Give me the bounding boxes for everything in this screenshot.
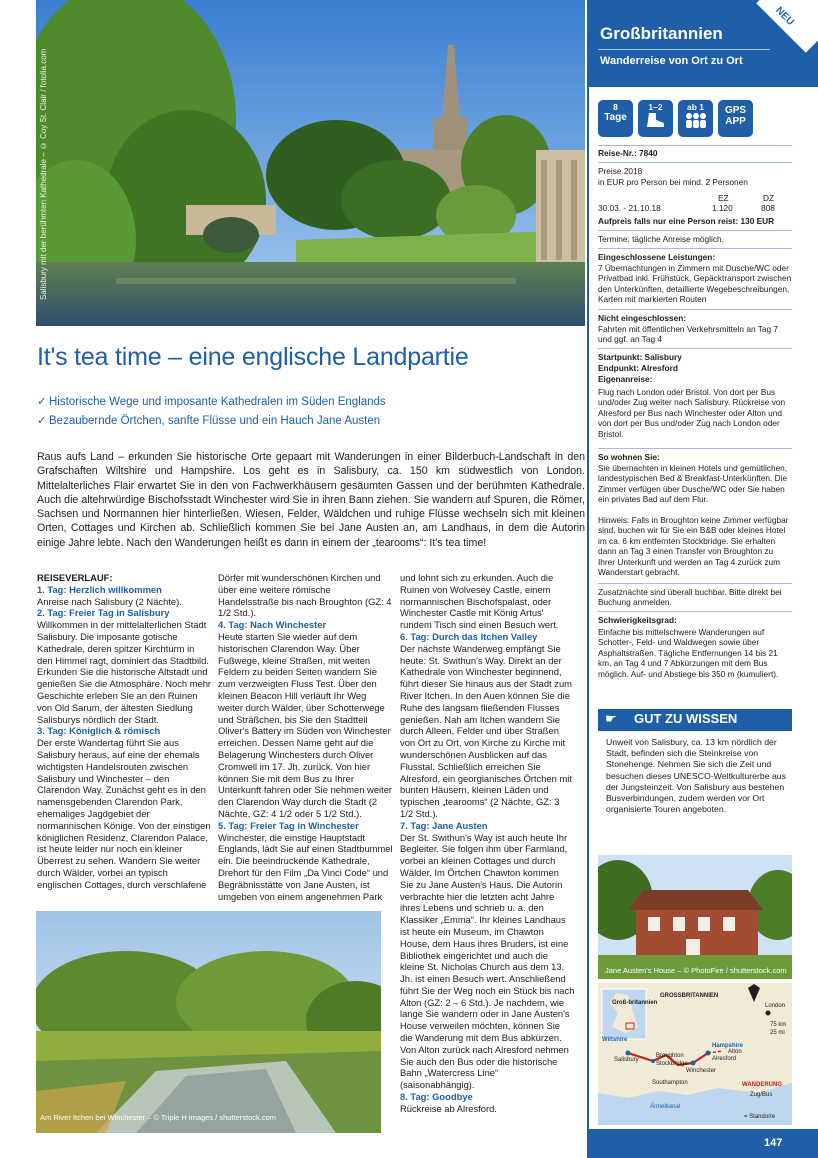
map-label-broughton: Broughton bbox=[656, 1053, 684, 1059]
divider bbox=[598, 162, 792, 163]
itinerary-heading: REISEVERLAUF: bbox=[37, 572, 113, 583]
map-label-salisbury: Salisbury bbox=[614, 1057, 639, 1063]
price-table bbox=[598, 193, 792, 214]
day-heading: 3. Tag: Königlich & römisch bbox=[37, 725, 161, 737]
map-label-stockbridge: Stockbridge bbox=[656, 1061, 688, 1067]
divider bbox=[598, 309, 792, 310]
price-row bbox=[598, 203, 792, 213]
divider bbox=[598, 49, 770, 50]
map-label-winchester: Winchester bbox=[686, 1068, 717, 1074]
page-footer bbox=[589, 1129, 818, 1158]
days-icon: 8 Tage bbox=[598, 100, 633, 137]
excluded-label: Nicht eingeschlossen: bbox=[598, 313, 687, 323]
page-title: It's tea time – eine englische Landpartie bbox=[37, 343, 469, 371]
day-heading: 4. Tag: Nach Winchester bbox=[218, 619, 327, 631]
hero-photo bbox=[36, 0, 585, 326]
highlight-text: Bezaubernde Örtchen, sanfte Flüsse und ein Hauch Jane Austen bbox=[49, 415, 381, 427]
map-scale-km: 75 km bbox=[770, 1022, 787, 1028]
day-text: Willkommen in der mittelalterlichen Stadt Salisbury. Die imposante gotische Kathedrale, deren spitzer Kirchturm in den Himmel ragt, dominiert das Stadtbild. Erkunden Sie die historische Altstadt und genießen Sie die Atmosphäre. Noch mehr Geschichte erleben Sie an den Ruinen von Old Sarum, der ältesten Siedlung Salisburys nördlich der Stadt. bbox=[37, 619, 212, 725]
map-region-label: GROSSBRITANNIEN bbox=[660, 993, 719, 999]
prices-note: in EUR pro Person bei mind. 2 Personen bbox=[598, 177, 748, 187]
col-ez: EZ bbox=[718, 193, 729, 203]
stay-text: Sie übernachten in kleinen Hotels und gemütlichen, landestypischen Bed & Breakfast-Unterkünften. Die Zimmer verfügen über Dusche/WC oder Sie haben ein privates Bad auf dem Flur. bbox=[598, 463, 788, 505]
map-label-alresford: Alresford bbox=[712, 1056, 737, 1062]
good-to-know-title: GUT ZU WISSEN bbox=[634, 711, 738, 726]
itinerary-column-2 bbox=[218, 572, 393, 902]
day-text: Dörfer mit wunderschönen Kirchen und über eine weitere römische Handelsstraße bis nach Broughton (GZ: 4 1/2 Std.). bbox=[218, 572, 392, 619]
hero-photo-credit: Salisbury mit der berühmten Kathedrale – © Coy St. Clair / fotolia.com bbox=[39, 48, 48, 300]
group-icon: ab 1 bbox=[678, 100, 713, 137]
included-text: 7 Übernachtungen in Zimmern mit Dusche/WC oder Privatbad inkl. Frühstück, Gepäcktransport zwischen den Unterkünften, detaillierte Wegebeschreibungen, Karten mit markierten Routen bbox=[598, 263, 792, 305]
price-dz: 808 bbox=[761, 203, 775, 214]
prices-label: Preise 2018 bbox=[598, 166, 643, 176]
divider bbox=[598, 230, 792, 231]
hint-text: Hinweis: Falls in Broughton keine Zimmer verfügbar sind, buchen wir für Sie ein B&B oder kleines Hotel im ca. 6 km entfernten Stockbridge. Sie erhalten dann an Tag 3 einen Transfer von Broughton zu Ihrer Unterkunft und werden an Tag 4 zurück zum Wanderstart gebracht. bbox=[598, 515, 789, 578]
map-label-alton: Alton bbox=[728, 1049, 742, 1055]
dates: Termine: tägliche Anreise möglich. bbox=[598, 234, 724, 244]
included-label: Eingeschlossene Leistungen: bbox=[598, 252, 716, 262]
col-dz: DZ bbox=[763, 193, 775, 203]
day-heading: 1. Tag: Herzlich willkommen bbox=[37, 583, 162, 595]
day-heading: 2. Tag: Freier Tag in Salisbury bbox=[37, 607, 170, 619]
day-text: Heute starten Sie wieder auf dem historischen Clarendon Way. Über Fußwege, kleine Straßen, mit weiten Feldern zu beiden Seiten wandern Sie zum verzweigten Fluss Test. Über den kleinen Beacon Hill verläuft Ihr Weg weiter durch Wälder, über Schotterwege und Sträßchen, bis Sie den Stadtteil Oliver's Battery im Süden von Winchester erreichen. Dessen Name geht auf die Belagerung Winchesters durch Oliver Cromwell im 17. Jh. zurück. Von hier können Sie mit dem Bus zu Ihrer Unterkunft fahren oder Sie nehmen weiter den Clarendon Way durch die Stadt (2 Nächte, GZ: 4 1/2 oder 5 1/2 Std.). bbox=[218, 630, 393, 819]
country-title: Großbritannien bbox=[600, 24, 723, 43]
sidebar-border bbox=[587, 0, 589, 1158]
good-to-know-text: Unweit von Salisbury, ca. 13 km nördlich der Stadt, befinden sich die Steinkreise von Stonehenge. Nehmen Sie sich die Zeit und besuchen dieses UNESCO-Weltkulturerbe aus der Jungsteinzeit. Von Salisbury aus bestehen Busverbindungen, zudem werden vor Ort organisierte Touren angeboten. bbox=[606, 737, 786, 815]
map-legend-hike: WANDERUNG bbox=[742, 1082, 782, 1088]
river-photo bbox=[36, 911, 381, 1133]
house-photo bbox=[598, 855, 792, 979]
day-heading: 6. Tag: Durch das Itchen Valley bbox=[400, 630, 538, 642]
pointing-hand-icon: ☛ bbox=[605, 711, 617, 726]
arrival-text: Flug nach London oder Bristol. Von dort per Bus und/oder Zug weiter nach Salisbury. Rückreise von Alresford per Bus nach Winchester oder Alton und von dort per Bus und/oder Zug nach London oder Bristol. bbox=[598, 387, 786, 439]
divider bbox=[598, 248, 792, 249]
map-label-london: London bbox=[765, 1003, 786, 1009]
day-text: Der erste Wandertag führt Sie aus Salisbury heraus, auf eine der ehemals wichtigsten Handelsrouten zwischen Salisbury und Winchester – den Clarendon Way. Zunächst geht es in den namensgebenden Clarendon Park, ehemaliges Jagdgebiet der normannischen Könige. Von der einstigen königlichen Residenz, Clarendon Palace, ist heute leider nur noch ein kleiner Überrest zu sehen. Wandern Sie weiter durch Wälder, vorbei an typisch englischen Cottages, durch verschlafene bbox=[37, 737, 211, 890]
day-text: Der nächste Wanderweg empfängt Sie heute: St. Swithun's Way. Direkt an der Kathedrale von Winchester beginnend, führt dieser Sie hinaus aus der Stadt zum River Itchen. In den Auen können Sie die Ruhe des langsam fließenden Flusses genießen. Nah am Itchen wandern Sie durch Alleen, Felder und über Straßen von Ort zu Ort, von Kirche zu Kirche mit wunderschönen Ausblicken auf das Flusstal. Schließlich erreichen Sie Alresford, ein georgianisches Örtchen mit bunten Häusern, kleinen Läden und typischen „tearooms“ (2 Nächte, GZ: 3 1/2 Std.). bbox=[400, 642, 572, 819]
map-legend-stop: = Standorte bbox=[744, 1114, 776, 1120]
map-label-southampton: Southampton bbox=[652, 1080, 688, 1086]
start-point: Startpunkt: Salisbury bbox=[598, 352, 682, 362]
excluded-text: Fahrten mit öffentlichen Verkehrsmitteln an Tag 7 und ggf. an Tag 4 bbox=[598, 324, 779, 345]
boot-icon: 1–2 bbox=[638, 100, 673, 137]
house-photo-caption: Jane Austen's House – © PhotoFire / shutterstock.com bbox=[605, 966, 787, 975]
price-dates: 30.03. - 21.10.18 bbox=[598, 203, 661, 214]
day-heading: 7. Tag: Jane Austen bbox=[400, 819, 488, 831]
map-legend-bus: Zug/Bus bbox=[750, 1092, 773, 1098]
map-label-sea: Ärmelkanal bbox=[650, 1104, 681, 1110]
arrival-label: Eigenanreise: bbox=[598, 374, 653, 384]
extra-nights: Zusatznächte sind überall buchbar. Bitte direkt bei Buchung anmelden. bbox=[598, 587, 782, 608]
tour-type: Wanderreise von Ort zu Ort bbox=[600, 55, 743, 67]
divider bbox=[598, 448, 792, 449]
itinerary-column-1 bbox=[37, 572, 212, 891]
highlight-item bbox=[37, 394, 386, 408]
day-text: Anreise nach Salisbury (2 Nächte). bbox=[37, 595, 182, 607]
divider bbox=[598, 348, 792, 349]
day-text: Winchester, die einstige Hauptstadt Englands, lädt Sie auf einen Stadtbummel ein. Die beeindruckende Kathedrale, Drehort für den Film „Da Vinci Code“ und Begräbnisstätte von Jane Austen, ist umgeben von einem angenehmen Park bbox=[218, 831, 393, 902]
page-number: 147 bbox=[764, 1137, 783, 1149]
end-point: Endpunkt: Alresford bbox=[598, 363, 678, 373]
map-scale-mi: 25 mi bbox=[770, 1030, 785, 1036]
highlight-item bbox=[37, 413, 380, 427]
intro-paragraph: Raus aufs Land – erkunden Sie historische Orte gepaart mit Wanderungen in einer Bilderbuch-Landschaft in den Grafschaften Wiltshire und Hampshire. Los geht es in Salisbury, ca. 150 km südwestlich von London. Mittelalterliches Flair erwartet Sie in den von Fachwerkhäusern gesäumten Gassen und der berühmten Kathedrale. Auch die altehrwürdige Bischofsstadt Winchester wird Sie in ihren Bann ziehen. Sie wandern auf Spuren, die Römer, Sachsen und Normannen hier hinterließen. Wiesen, Felder, Wäldchen und ruhige Flüsse wechseln sich mit kleinen Orten, Cottages und Kirchen ab. Schließlich kommen Sie bei Jane Austen an, am Landhaus, in dem die Autorin einige Jahre lebte. Nach den Wanderungen heißt es dann in einem der „tearooms“: It's tea time! bbox=[37, 451, 585, 549]
divider bbox=[598, 583, 792, 584]
check-icon: ✓ bbox=[37, 415, 47, 427]
gps-app-icon: GPS APP bbox=[718, 100, 753, 137]
stay-label: So wohnen Sie: bbox=[598, 452, 660, 462]
difficulty-text: Einfache bis mittelschwere Wanderungen auf Schotter-, Feld- und Waldwegen sowie über Asphaltstraßen. Tägliche Entfernungen 14 bis 21 km, an Tag 4 und 7 Abkürzungen mit dem Bus möglich. Auf- und Abstiege bis 350 m (kumuliert). bbox=[598, 627, 779, 679]
price-ez: 1.120 bbox=[712, 203, 733, 214]
supplement: Aufpreis falls nur eine Person reist: 130 EUR bbox=[598, 216, 775, 226]
highlight-text: Historische Wege und imposante Kathedralen im Süden Englands bbox=[49, 396, 386, 408]
day-heading: 5. Tag: Freier Tag in Winchester bbox=[218, 819, 359, 831]
day-heading: 8. Tag: Goodbye bbox=[400, 1091, 473, 1103]
map-label-hampshire: Hampshire bbox=[712, 1043, 744, 1049]
map-label-wiltshire: Wiltshire bbox=[602, 1037, 628, 1043]
new-badge: NEU bbox=[773, 5, 796, 28]
divider bbox=[598, 611, 792, 612]
day-text: und lohnt sich zu erkunden. Auch die Ruinen von Wolvesey Castle, einem normannischen Bischofspalast, oder Winchester Castle mit König Artus' rundem Tisch sind einen Besuch wert. bbox=[400, 572, 559, 631]
map-inset-label: Groß-britannien bbox=[612, 1000, 658, 1006]
day-text: Der St. Swithun's Way ist auch heute Ihr Begleiter. Sie folgen ihm über Farmland, vorbei an kleinen Cottages und durch Wälder. Im Örtchen Chawton kommen Sie zu Jane Austen's Haus. Die Autorin verbrachte hier die letzten acht Jahre ihres Lebens und schrieb u. a. den Klassiker „Emma“. Ihr kleines Landhaus ist heute ein Museum, im Chawton House, dem Haus ihres Bruders, ist eine Bibliothek eingerichtet und auch die kleine St. Nicholas Church aus dem 13. Jh. ist einen Besuch wert. Anschließend führt Sie der Weg noch ein Stück bis nach Alton (GZ: 2 – 6 Std.). Je nachdem, wie lange Sie wandern oder in Jane Austen's House verweilen möchten, können Sie die Wanderung mit dem Bus abkürzen. Von Alton zurück nach Alresford nehmen Sie auch den Bus oder die historische Bahn „Watercress Line“ (saisonabhängig). bbox=[400, 831, 575, 1091]
day-text: Rückreise ab Alresford. bbox=[400, 1102, 497, 1114]
itinerary-column-3 bbox=[400, 572, 575, 1115]
difficulty-label: Schwierigkeitsgrad: bbox=[598, 615, 677, 625]
river-photo-caption: Am River Itchen bei Winchester – © Triple H images / shutterstock.com bbox=[40, 1113, 277, 1122]
divider bbox=[598, 145, 792, 146]
trip-number: Reise-Nr.: 7840 bbox=[598, 148, 658, 158]
check-icon: ✓ bbox=[37, 396, 47, 408]
